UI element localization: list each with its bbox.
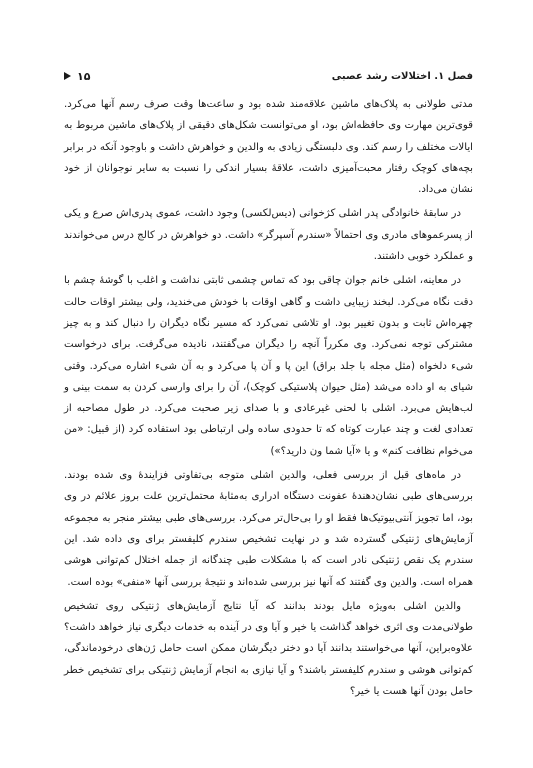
paragraph: در سابقهٔ خانوادگی پدر اشلی کژخوانی (دیس‌لکسی) وجود داشت، عموی پدری‌اش صرع و یکی از پسرعموهای مادری وی احتمالاً «سندرم آسپرگر» داشت. دو خواهرش در کالج درس می‌خواندند و عملکرد خوبی داشتند. <box>64 208 473 263</box>
paragraph: در ماه‌های قبل از بررسی فعلی، والدین اشلی متوجه بی‌تفاوتی فزایندهٔ وی شده بودند. بررسی‌های طبی نشان‌دهندهٔ عفونت دستگاه ادراری به‌مثابهٔ محتمل‌ترین علت بروز علائم در وی بود، اما تجویز آنتی‌بیوتیک‌ها فقط او را بی‌حال‌تر می‌کرد. بررسی‌های طبی بیشتر منجر به مجموعه آزمایش‌های ژنتیکی گسترده شد و در نهایت تشخیص سندرم کلیفستر برای وی داده شد. این سندرم یک نقص ژنتیکی نادر است که با مشکلات طبی چندگانه از جمله اختلال کم‌توانی هوشی همراه است. والدین وی گفتند که آنها نیز بررسی شده‌اند و نتیجهٔ بررسی آنها «منفی» بوده است. <box>64 470 473 588</box>
paragraph: مدتی طولانی به پلاک‌های ماشین علاقه‌مند شده بود و ساعت‌ها وقت صرف رسم آنها می‌کرد. قوی‌ترین مهارت وی حافظه‌اش بود، او می‌توانست شکل‌های دقیقی از پلاک‌های ماشین مربوط به ایالات مختلف را رسم کند. وی دلبستگی زیادی به والدین و خواهرش داشت و باوجود آنکه در برابر بچه‌های کوچک رفتار محبت‌آمیزی داشت، علاقهٔ بسیار اندکی را نسبت به سایر نوجوانان از خود نشان می‌داد. <box>64 99 473 196</box>
chapter-title: فصل ۱. اختلالات رشد عصبی <box>331 70 473 82</box>
body-text <box>64 94 473 702</box>
page-number: ۱۵ <box>77 69 91 83</box>
page-number-group <box>64 70 90 83</box>
paragraph: والدین اشلی به‌ویژه مایل بودند بدانند که آیا نتایج آزمایش‌های ژنتیکی روی تشخیص طولانی‌مدت وی اثری خواهد گذاشت یا خیر و آیا وی در آینده به خدمات دیگری نیاز خواهد داشت؟ علاوه‌براین، آنها می‌خواستند بدانند آیا دو دختر دیگرشان ممکن است حامل ژن‌های درخودماندگی، کم‌توانی هوشی و سندرم کلیفستر باشند؟ و آیا نیازی به انجام آزمایش ژنتیکی برای تشخیص خطر حامل بودن آنها هست یا خیر؟ <box>64 600 473 698</box>
arrow-icon <box>64 72 71 80</box>
paragraph: در معاینه، اشلی خانم جوان چاقی بود که تماس چشمی ثابتی نداشت و اغلب با گوشهٔ چشم با دقت نگاه می‌کرد. لبخند زیبایی داشت و گاهی اوقات با خودش می‌خندید، ولی بیشتر اوقات حالت چهره‌اش ثابت و بدون تغییر بود. او تلاشی نمی‌کرد که مسیر نگاه دیگران را دنبال کند و به چیز مشترکی توجه نمی‌کرد. وی مکرراً آنچه را دیگران می‌گفتند، نادیده می‌گرفت. برای درخواست شیء دلخواه (مثل مجله با جلد براق) این پا و آن پا می‌کرد و به آن شیء اشاره می‌کرد. وقتی شیای به او داده می‌شد (مثل حیوان پلاستیکی کوچک)، آن را برای وارسی کردن به سمت بینی و لب‌هایش می‌برد. اشلی با لحنی غیرعادی و با صدای زیر صحبت می‌کرد. در طول مصاحبه از تعدادی لغت و چند عبارت کوتاه که تا حدودی ساده ولی ارتباطی بود استفاده کرد (از قبیل: «من می‌خوام نظافت کنم» و یا «آیا شما ون دارید؟») <box>64 275 473 457</box>
running-header <box>64 68 473 84</box>
